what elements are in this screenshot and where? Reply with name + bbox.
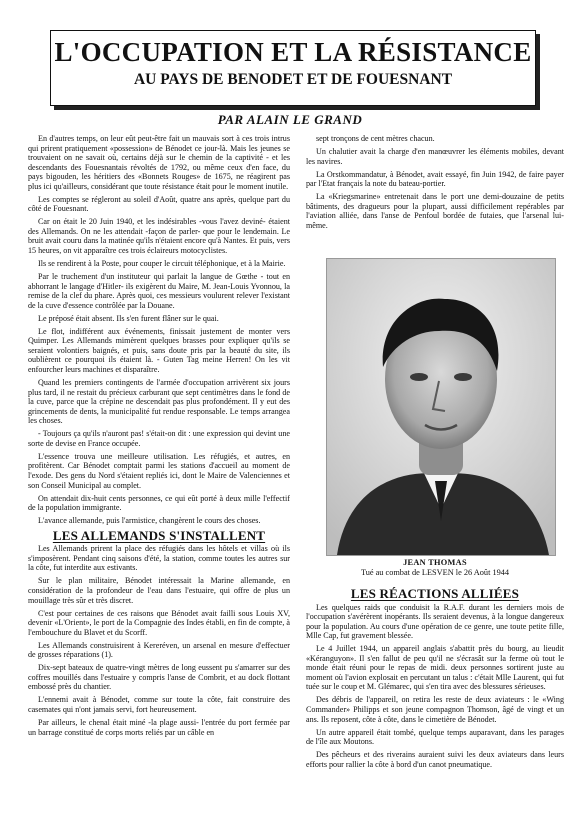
byline: PAR ALAIN LE GRAND <box>217 112 363 127</box>
paragraph: L'essence trouva une meilleure utilisation. Les réfugiés, et autres, en profitèrent. Car Bénodet comptait parmi les stations d'accueil au moment de l'exode. Des gens du Nord s'étaient repliés ici, dont le Maire de Valenciennes et son Conseil Municipal au complet. <box>28 451 290 490</box>
section-heading: LES RÉACTIONS ALLIÉES <box>350 586 520 601</box>
paragraph: Les Allemands construisirent à Kereréven, un arsenal en mesure d'effectuer de grosses réparations (1). <box>28 640 290 660</box>
paragraph: Dix-sept bateaux de quatre-vingt mètres de long eussent pu s'amarrer sur des coffres mouillés dans l'estuaire y compris l'anse de Combrit, et au dock flottant embossé près du chantier. <box>28 663 290 692</box>
paragraph: Le préposé était absent. Ils s'en furent flâner sur le quai. <box>38 313 219 323</box>
portrait-image <box>327 259 555 555</box>
right-column-bottom <box>306 584 564 773</box>
paragraph: Le 4 Juillet 1944, un appareil anglais s'abattit près du bourg, au lieudit «Kéranguyon». Il s'en fallut de peu qu'il ne s'écrasât sur la ferme où tout le monde était réuni pour le repas de midi. deux personnes sortirent juste au moment où l'avion explosait en percutant un talus : c'était Mlle Laurent, qui fut tuée sur le coup et M. Glémarec, qui s'en tira avec des blessures sérieuses. <box>306 644 564 692</box>
paragraph: Les Allemands prirent la place des réfugiés dans les hôtels et villas où ils s'imposèrent. Pendant cinq saisons d'été, la station, comme toutes les autres sur la côte, fut interdite aux estivants. <box>28 544 290 573</box>
title-box <box>50 30 536 106</box>
paragraph: Les comptes se régleront au soleil d'Août, quatre ans après, quelque part du côté de Fouesnant. <box>28 194 290 214</box>
paragraph: Car on était le 20 Juin 1940, et les indésirables -vous l'avez deviné- étaient des Allemands. On ne les attendait -façon de parler- que pour le lendemain. Le bruit avait couru dans la matinée qu'ils n'étaient encore qu'à Nantes. Et puis, vers 15 heures, on vit apparaître ces trois éclaireurs motocyclistes. <box>28 217 290 256</box>
paragraph: - Toujours ça qu'ils n'auront pas! s'était-on dit : une expression qui devint une sorte de devise en France occupée. <box>28 429 290 448</box>
paragraph: Quand les premiers contingents de l'armée d'occupation arrivèrent six jours plus tard, il ne restait du précieux carburant que sept centimètres dans le fond de la cuve, parce que la crépine ne descendait pas plus profondément. Il y eut des grincements de dents, la municipalité fut rendue responsable. Le temps arrangea les choses. <box>28 378 290 426</box>
paragraph: L'avance allemande, puis l'armistice, changèrent le cours des choses. <box>38 516 261 526</box>
photo-caption-name: JEAN THOMAS <box>403 558 467 567</box>
page-title: L'OCCUPATION ET LA RÉSISTANCE <box>54 37 532 67</box>
paragraph: L'ennemi avait à Bénodet, comme sur toute la côte, fait construire des casemates qui n'ont jamais servi, fort heureusement. <box>28 695 290 714</box>
paragraph: C'est pour certaines de ces raisons que Bénodet avait failli sous Louis XV, devenir «L'Orient», le port de la Compagnie des Indes établi, en fin de compte, à l'embouchure du Blavet et du Scorff. <box>28 608 290 637</box>
paragraph: Sur le plan militaire, Bénodet intéressait la Marine allemande, en considération de la profondeur de l'eau dans l'estuaire, qui offre de plus un mouillage très sûr et très discret. <box>28 576 290 605</box>
right-column <box>306 134 564 234</box>
paragraph: Un autre appareil était tombé, quelque temps auparavant, dans les parages de l'île aux Moutons. <box>306 727 564 747</box>
paragraph: Des débris de l'appareil, on retira les reste de deux aviateurs : le «Wing Commander» Philipps et son jeune compagnon Thomson, âgé de vingt et un ans. Ils reposent, côte à côte, dans le cimetière de Bénodet. <box>306 695 564 724</box>
paragraph: La «Kriegsmarine» entretenait dans le port une demi-douzaine de petits bâtiments, des dragueurs pour la plupart, aussi difficilement repérables par l'aviation alliée, dans l'anse de Penfoul bordée de futaies, que l'arsenal lui-même. <box>306 192 564 230</box>
page-subtitle: AU PAYS DE BENODET ET DE FOUESNANT <box>133 71 453 88</box>
left-column <box>28 134 290 741</box>
paragraph: La Orstkommandatur, à Bénodet, avait essayé, fin Juin 1942, de faire payer par l'Etat français la note du bateau-portier. <box>306 169 564 189</box>
photo-caption <box>306 558 564 578</box>
paragraph: Le flot, indifférent aux événements, finissait justement de monter vers Quimper. Les Allemands mimèrent quelques brasses pour expliquer qu'ils se seraient volontiers baignés, et puis, sans doute pris par la beauté du site, ils oublièrent ce pourquoi ils étaient là. - Guten Tag meine Herren! On les vit enfourcher leurs machines et disparaître. <box>28 326 290 375</box>
photo-caption-text: Tué au combat de LESVEN le 26 Août 1944 <box>360 568 510 577</box>
paragraph: Par le truchement d'un instituteur qui parlait la langue de Gœthe - tout en abhorrant le langage d'Hitler- ils exigèrent du Maire, M. Jean-Louis Yvonnou, la remise de la clef du phare. Après quoi, ces messieurs voulurent relever l'existant de la cuve d'essence contrôlée par la Douane. <box>28 272 290 310</box>
paragraph: Ils se rendirent à la Poste, pour couper le circuit téléphonique, et à la Mairie. <box>38 259 286 269</box>
portrait-photo <box>326 258 556 556</box>
paragraph: On attendait dix-huit cents personnes, ce qui eût porté à deux mille l'effectif de la population immigrante. <box>28 493 290 513</box>
paragraph: Un chalutier avait la charge d'en manœuvrer les éléments mobiles, devant les navires. <box>306 147 564 166</box>
paragraph: Les quelques raids que conduisit la R.A.F. durant les derniers mois de l'occupation s'avérèrent inopérants. Ils seraient devenus, à la longue dangereux pour la population. Au cours d'une opération de ce genre, une toute petite fille, Mlle Cap, fut gravement blessée. <box>306 602 564 641</box>
paragraph: En d'autres temps, on leur eût peut-être fait un mauvais sort à ces trois intrus qui prirent pratiquement «possession» de Bénodet ce jour-là. Mais les jeunes se trouvaient on ne savait où, certains déjà sur le chemin de la captivité - et les descendants des Fouesnantais révoltés de 1792, ou même ceux d'en face, du pays bigouden, les héritiers des «Bonnets Rouges» de 1675, ne réagirent pas plus ici qu'ailleurs, considérant que toute résistance était pour le moment inutile. <box>28 134 290 191</box>
paragraph: Par ailleurs, le chenal était miné -la plage aussi- l'entrée du port fermée par un barrage constitué de corps morts reliés par un câble en <box>28 718 290 737</box>
section-heading: LES ALLEMANDS S'INSTALLENT <box>52 527 266 543</box>
paragraph: Des pêcheurs et des riverains auraient suivi les deux aviateurs dans leurs efforts pour rallier la côte à bord d'un canot pneumatique. <box>306 750 564 769</box>
paragraph: sept tronçons de cent mètres chacun. <box>316 134 435 143</box>
